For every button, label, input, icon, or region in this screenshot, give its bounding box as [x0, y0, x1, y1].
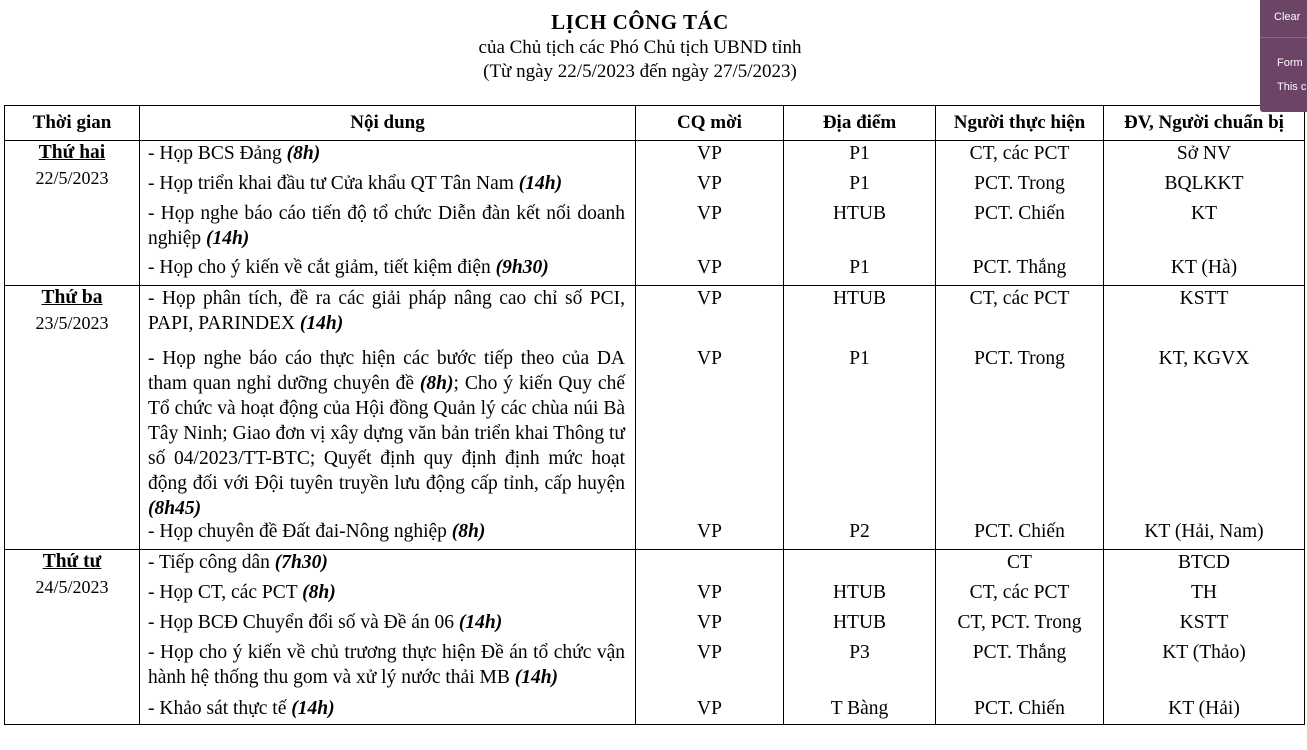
day-cell: [5, 141, 140, 286]
list-item: - Họp cho ý kiến về cắt giảm, tiết kiệm điện (9h30): [148, 257, 549, 278]
day-date: 23/5/2023: [35, 313, 109, 333]
clear-button[interactable]: [1260, 0, 1307, 38]
side-panel-line-2: This c: [1277, 81, 1307, 93]
col-header-executor: Người thực hiện: [936, 106, 1104, 141]
col-header-location: Địa điểm: [784, 106, 936, 141]
list-item: - Tiếp công dân (7h30): [148, 552, 328, 573]
executor-cell: CT, các PCT PCT. Trong PCT. Chiến: [936, 286, 1104, 550]
side-panel-line-1: Form: [1277, 57, 1303, 69]
list-item: - Họp triển khai đầu tư Cửa khẩu QT Tân Nam (14h): [148, 173, 563, 194]
executor-cell: CT CT, các PCT CT, PCT. Trong PCT. Thắng PCT. Chiến: [936, 550, 1104, 725]
day-name: Thứ ba: [41, 287, 103, 308]
day-name: Thứ tư: [42, 551, 102, 572]
content-cell: [140, 141, 636, 286]
list-item: - Họp BCĐ Chuyển đổi số và Đề án 06 (14h): [148, 612, 503, 633]
list-item: - Họp CT, các PCT (8h): [148, 582, 336, 603]
inviter-cell: VP VP VP VP: [636, 550, 784, 725]
page-title: LỊCH CÔNG TÁC: [551, 10, 729, 34]
executor-cell: CT, các PCT PCT. Trong PCT. Chiến PCT. Thắng: [936, 141, 1104, 286]
day-date: 22/5/2023: [35, 168, 109, 188]
list-item: - Họp phân tích, đề ra các giải pháp nâng cao chỉ số PCI, PAPI, PARINDEX (14h): [148, 288, 625, 334]
day-cell: [5, 286, 140, 550]
table-row: [5, 286, 1305, 550]
col-header-content: Nội dung: [140, 106, 636, 141]
location-cell: HTUB P1 P2: [784, 286, 936, 550]
schedule-period: (Từ ngày 22/5/2023 đến ngày 27/5/2023): [483, 61, 797, 82]
schedule-table: [4, 105, 1305, 725]
inviter-cell: VP VP VP: [636, 286, 784, 550]
day-date: 24/5/2023: [35, 577, 109, 597]
day-cell: [5, 550, 140, 725]
col-header-inviter: CQ mời: [636, 106, 784, 141]
preparer-cell: BTCD TH KSTT KT (Thảo) KT (Hải): [1104, 550, 1305, 725]
location-cell: P1 P1 HTUB P1: [784, 141, 936, 286]
clear-button-label: Clear: [1274, 11, 1301, 23]
page-subtitle: của Chủ tịch các Phó Chủ tịch UBND tỉnh: [478, 37, 802, 58]
col-header-time: Thời gian: [5, 106, 140, 141]
side-panel-body: [1260, 37, 1307, 112]
inviter-cell: VP VP VP VP: [636, 141, 784, 286]
list-item: - Họp BCS Đảng (8h): [148, 143, 321, 164]
list-item: - Họp nghe báo cáo thực hiện các bước tiếp theo của DA tham quan nghỉ dưỡng chuyên đề (8h); Cho ý kiến Quy chế Tổ chức và hoạt động của Hội đồng Quản lý các chùa núi Bà Tây Ninh; Giao đơn vị xây dựng văn bản triển khai Thông tư số 04/2023/TT-BTC; Quyết định quy định định mức hoạt động đối với Đội tuyên truyền lưu động cấp tỉnh, cấp huyện (8h45): [148, 348, 625, 519]
col-header-preparer: ĐV, Người chuẩn bị: [1104, 106, 1305, 141]
table-row: [5, 141, 1305, 286]
content-cell: [140, 286, 636, 550]
location-cell: HTUB HTUB P3 T Bàng: [784, 550, 936, 725]
list-item: - Họp chuyên đề Đất đai-Nông nghiệp (8h): [148, 521, 486, 542]
preparer-cell: KSTT KT, KGVX KT (Hải, Nam): [1104, 286, 1305, 550]
list-item: - Họp cho ý kiến về chủ trương thực hiện Đề án tổ chức vận hành hệ thống thu gom và xử lý nước thải MB (14h): [148, 642, 625, 688]
content-cell: [140, 550, 636, 725]
preparer-cell: Sở NV BQLKKT KT KT (Hà): [1104, 141, 1305, 286]
table-header-row: [5, 106, 1305, 141]
side-panel: [1260, 0, 1307, 112]
table-row: [5, 550, 1305, 725]
day-name: Thứ hai: [38, 142, 106, 163]
list-item: - Họp nghe báo cáo tiến độ tổ chức Diễn đàn kết nối doanh nghiệp (14h): [148, 203, 625, 249]
list-item: - Khảo sát thực tế (14h): [148, 698, 335, 719]
